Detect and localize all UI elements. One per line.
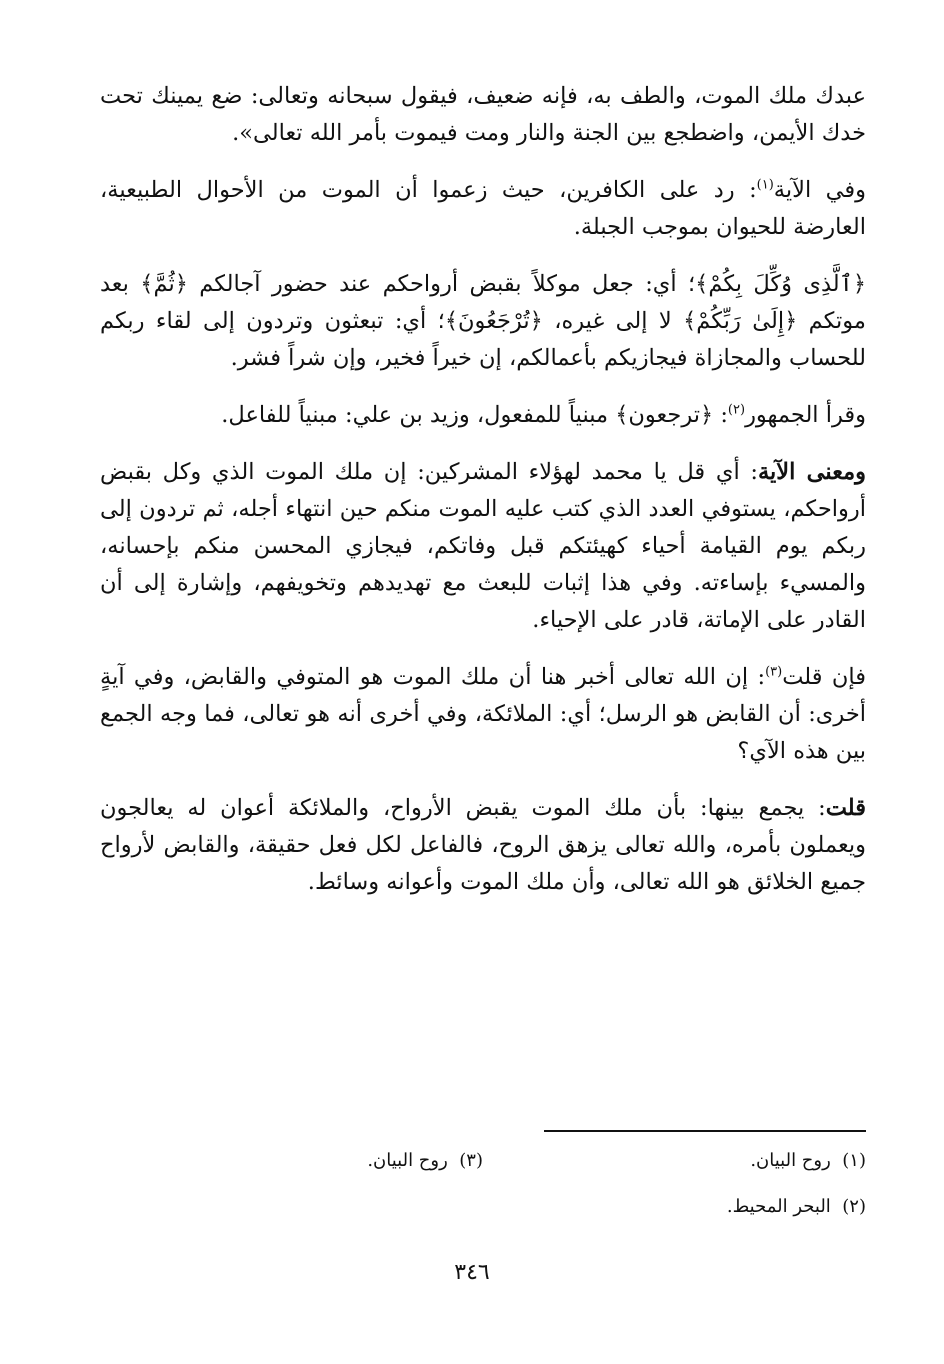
- paragraph-tail: : إن الله تعالى أخبر هنا أن ملك الموت هو المتوفي والقابض، وفي آيةٍ أخرى: أن القابض هو الرسل؛ أي: الملائكة، وفي أخرى أنه هو تعالى، فما وجه الجمع بين هذه الآي؟: [100, 664, 866, 764]
- paragraph-text: وفي الآية: [773, 177, 866, 203]
- footnote-number: (١): [842, 1150, 866, 1171]
- paragraph-4: [100, 397, 866, 434]
- paragraph-3: [100, 266, 866, 377]
- paragraph-7: [100, 790, 866, 901]
- paragraph-1: [100, 78, 866, 152]
- paragraph-5: [100, 454, 866, 639]
- footnote-ref[interactable]: (٣): [765, 664, 783, 680]
- paragraph-text: عبدك ملك الموت، والطف به، فإنه ضعيف، فيقول سبحانه وتعالى: ضع يمينك تحت خدك الأيمن، واضطجع بين الجنة والنار ومت فيموت بأمر الله تعالى».: [100, 83, 866, 146]
- footnote-1: [483, 1148, 866, 1174]
- footnote-row: [100, 1148, 866, 1174]
- footnote-divider: [544, 1130, 866, 1132]
- footnote-text: البحر المحيط.: [726, 1196, 831, 1217]
- footnote-number: (٢): [842, 1196, 866, 1217]
- footnote-text: روح البيان.: [750, 1150, 831, 1171]
- footnote-text: روح البيان.: [367, 1150, 448, 1171]
- page-number: ٣٤٦: [454, 1260, 490, 1285]
- footnote-2: [483, 1194, 866, 1220]
- paragraph-lead: ومعنى الآية: [757, 459, 866, 485]
- paragraph-text: : يجمع بينها: بأن ملك الموت يقبض الأرواح، والملائكة أعوان له يعالجون ويعملون بأمره، والله تعالى يزهق الروح، فالفاعل لكل فعل حقيقة، والقابض لأرواح جميع الخلائق هو الله تعالى، وأن ملك الموت وأعوانه وسائط.: [100, 795, 866, 895]
- footnote-row: [100, 1194, 866, 1220]
- paragraph-text: ﴿ٱلَّذِى وُكِّلَ بِكُمْ﴾؛ أي: جعل موكلاً بقبض أرواحكم عند حضور آجالكم ﴿ثُمَّ﴾ بعد موتكم ﴿إِلَىٰ رَبِّكُمْ﴾ لا إلى غيره، ﴿تُرْجَعُونَ﴾؛ أي: تبعثون وتردون إلى لقاء ربكم للحساب والمجازاة فيجازيكم بأعمالكم، إن خيراً فخير، وإن شراً فشر.: [100, 271, 866, 371]
- body-text: [100, 78, 866, 901]
- paragraph-tail: : ﴿ترجعون﴾ مبنياً للمفعول، وزيد بن علي: مبنياً للفاعل.: [221, 402, 728, 428]
- paragraph-text: : أي قل يا محمد لهؤلاء المشركين: إن ملك الموت الذي وكل بقبض أرواحكم، يستوفي العدد الذي كتب عليه الموت منكم حين انتهاء أجله، ثم تردون إلى ربكم يوم القيامة أحياء كهيئتكم قبل وفاتكم، فيجازي المحسن منكم بإحسانه، والمسيء بإساءته. وفي هذا إثبات للبعث مع تهديدهم وتخويفهم، وإشارة إلى أن القادر على الإماتة، قادر على الإحياء.: [100, 459, 866, 633]
- footnote-3: [100, 1148, 483, 1174]
- paragraph-text: فإن قلت: [782, 664, 866, 690]
- footnote-ref[interactable]: (١): [756, 177, 774, 193]
- paragraph-2: [100, 172, 866, 246]
- paragraph-6: [100, 659, 866, 770]
- footnote-number: (٣): [459, 1150, 483, 1171]
- paragraph-lead: قلت: [825, 795, 866, 821]
- footnote-ref[interactable]: (٢): [727, 402, 746, 418]
- paragraph-tail: : رد على الكافرين، حيث زعموا أن الموت من الأحوال الطبيعية، العارضة للحيوان بموجب الجبلة.: [100, 177, 866, 240]
- paragraph-text: وقرأ الجمهور: [745, 402, 866, 428]
- footnotes: [100, 1148, 866, 1240]
